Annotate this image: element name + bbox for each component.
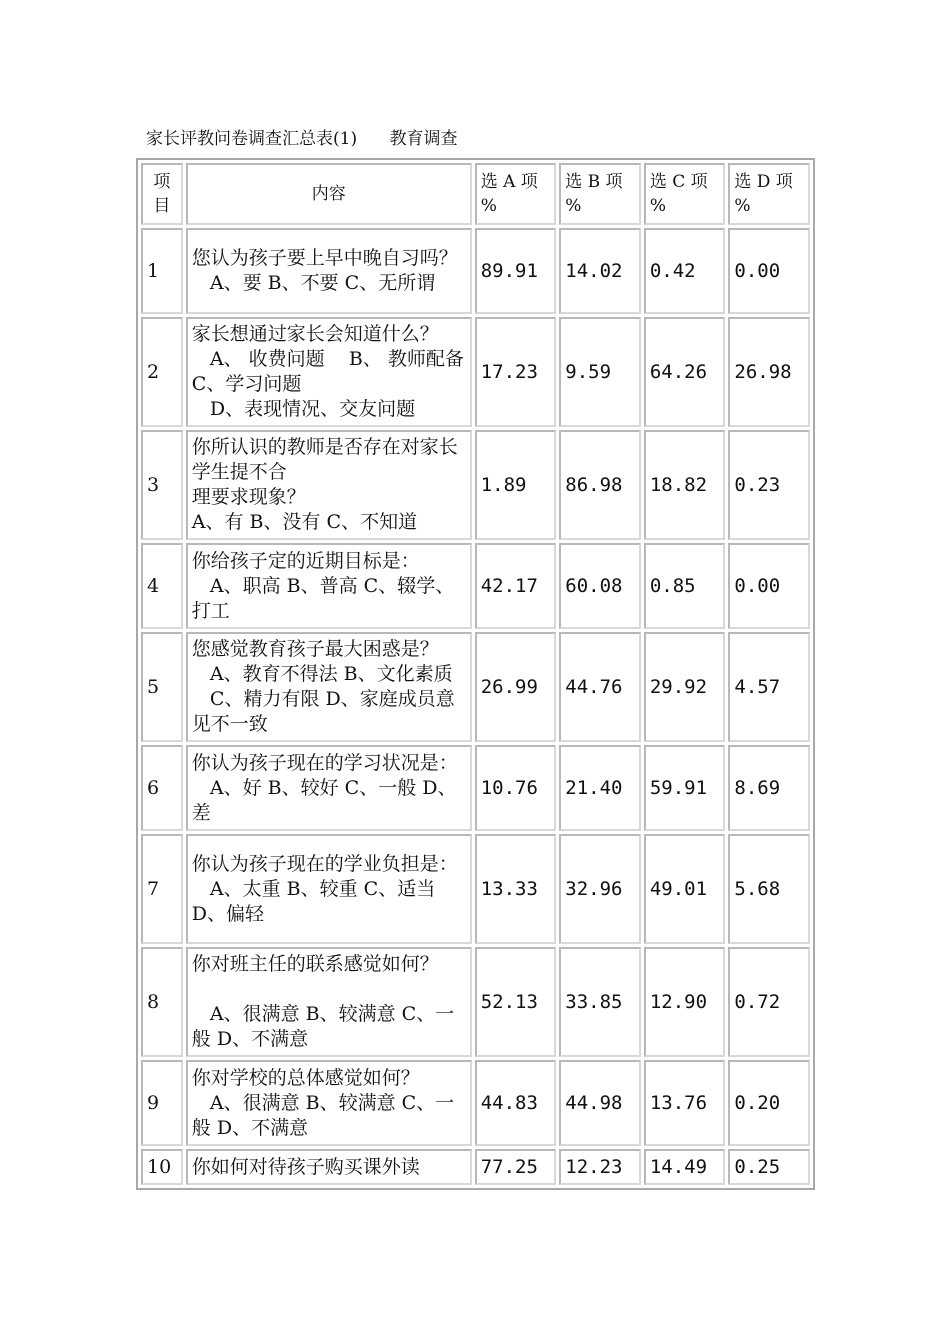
header-option-d: 选 D 项 % [728, 163, 810, 225]
row-percent-c: 0.42 [644, 228, 726, 314]
row-percent-d: 0.00 [728, 228, 810, 314]
table-row [141, 228, 810, 314]
row-question: 你所认识的教师是否存在对家长学生提不合 理要求现象？ A、有 B、没有 C、不知道 [186, 430, 472, 540]
row-percent-d: 0.00 [728, 543, 810, 629]
row-percent-b: 21.40 [559, 745, 641, 831]
table-header-row [141, 163, 810, 225]
row-percent-d: 5.68 [728, 834, 810, 944]
row-number: 1 [141, 228, 183, 314]
row-question: 你如何对待孩子购买课外读 [186, 1149, 472, 1185]
row-percent-a: 77.25 [475, 1149, 557, 1185]
row-number: 2 [141, 317, 183, 427]
row-percent-c: 13.76 [644, 1060, 726, 1146]
table-row [141, 543, 810, 629]
row-percent-a: 42.17 [475, 543, 557, 629]
row-percent-a: 52.13 [475, 947, 557, 1057]
document-title: 家长评教问卷调查汇总表(1) 教育调查 [146, 129, 458, 149]
row-percent-b: 60.08 [559, 543, 641, 629]
row-percent-c: 59.91 [644, 745, 726, 831]
header-option-c: 选 C 项 % [644, 163, 726, 225]
row-number: 7 [141, 834, 183, 944]
table-row [141, 834, 810, 944]
row-percent-c: 14.49 [644, 1149, 726, 1185]
row-number: 10 [141, 1149, 183, 1185]
row-percent-d: 0.72 [728, 947, 810, 1057]
row-percent-c: 64.26 [644, 317, 726, 427]
row-percent-a: 89.91 [475, 228, 557, 314]
row-percent-d: 0.25 [728, 1149, 810, 1185]
row-question: 你对班主任的联系感觉如何？ A、很满意 B、较满意 C、一般 D、不满意 [186, 947, 472, 1057]
row-percent-c: 29.92 [644, 632, 726, 742]
row-percent-d: 0.20 [728, 1060, 810, 1146]
row-percent-a: 1.89 [475, 430, 557, 540]
row-percent-a: 10.76 [475, 745, 557, 831]
row-percent-d: 0.23 [728, 430, 810, 540]
row-question: 您感觉教育孩子最大困惑是？ A、教育不得法 B、文化素质 C、精力有限 D、家庭成员意见不一致 [186, 632, 472, 742]
row-percent-b: 86.98 [559, 430, 641, 540]
row-number: 5 [141, 632, 183, 742]
row-percent-b: 12.23 [559, 1149, 641, 1185]
table-row [141, 317, 810, 427]
row-question: 你对学校的总体感觉如何？ A、很满意 B、较满意 C、一般 D、不满意 [186, 1060, 472, 1146]
row-number: 9 [141, 1060, 183, 1146]
row-percent-b: 44.98 [559, 1060, 641, 1146]
row-percent-a: 26.99 [475, 632, 557, 742]
row-percent-b: 33.85 [559, 947, 641, 1057]
row-percent-c: 18.82 [644, 430, 726, 540]
row-number: 8 [141, 947, 183, 1057]
row-percent-b: 14.02 [559, 228, 641, 314]
row-percent-d: 26.98 [728, 317, 810, 427]
row-number: 4 [141, 543, 183, 629]
row-percent-c: 0.85 [644, 543, 726, 629]
row-question: 你认为孩子现在的学习状况是： A、好 B、较好 C、一般 D、差 [186, 745, 472, 831]
table-row [141, 745, 810, 831]
header-content: 内容 [186, 163, 472, 225]
row-question: 您认为孩子要上早中晚自习吗？ A、要 B、不要 C、无所谓 [186, 228, 472, 314]
table-row [141, 947, 810, 1057]
row-percent-c: 12.90 [644, 947, 726, 1057]
header-option-a: 选 A 项 % [475, 163, 557, 225]
row-percent-d: 8.69 [728, 745, 810, 831]
table-row [141, 430, 810, 540]
row-question: 你给孩子定的近期目标是： A、职高 B、普高 C、辍学、打工 [186, 543, 472, 629]
survey-summary-table [136, 158, 815, 1190]
row-percent-a: 17.23 [475, 317, 557, 427]
table-row [141, 1149, 810, 1185]
row-number: 6 [141, 745, 183, 831]
header-item-number: 项 目 [141, 163, 183, 225]
row-percent-a: 44.83 [475, 1060, 557, 1146]
table-row [141, 632, 810, 742]
row-percent-a: 13.33 [475, 834, 557, 944]
row-percent-b: 32.96 [559, 834, 641, 944]
row-percent-c: 49.01 [644, 834, 726, 944]
table-row [141, 1060, 810, 1146]
row-percent-b: 9.59 [559, 317, 641, 427]
header-option-b: 选 B 项 % [559, 163, 641, 225]
row-percent-d: 4.57 [728, 632, 810, 742]
row-number: 3 [141, 430, 183, 540]
row-question: 你认为孩子现在的学业负担是： A、太重 B、较重 C、适当 D、偏轻 [186, 834, 472, 944]
row-percent-b: 44.76 [559, 632, 641, 742]
row-question: 家长想通过家长会知道什么？ A、 收费问题 B、 教师配备 C、学习问题 D、表现情况、交友问题 [186, 317, 472, 427]
